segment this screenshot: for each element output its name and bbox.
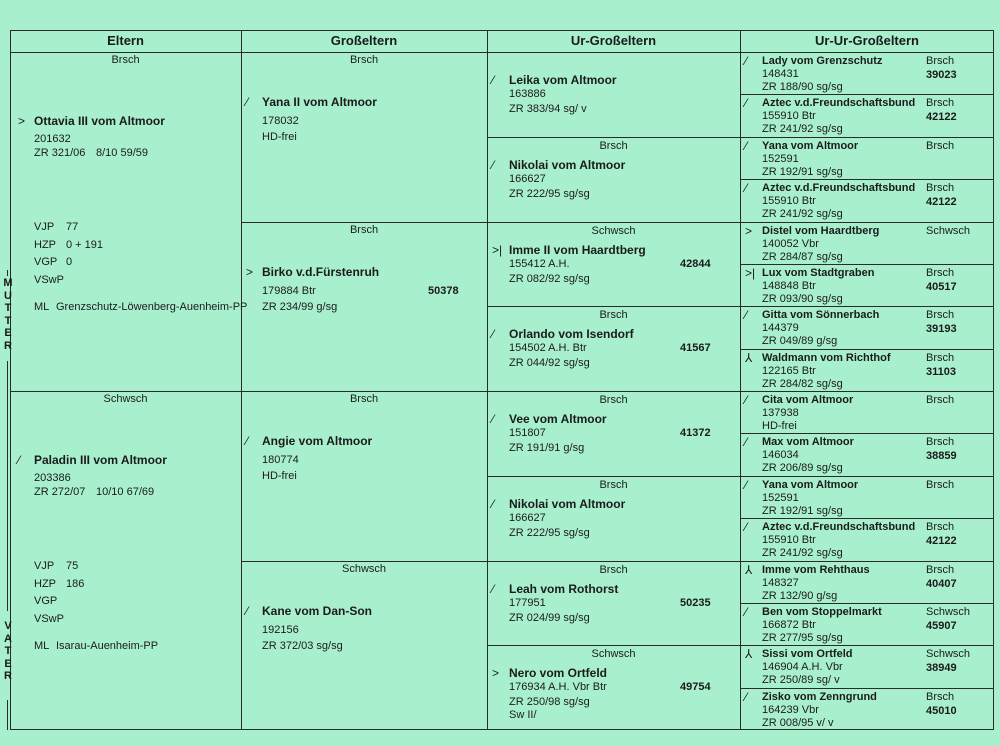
lineage-marker: ⁄ (246, 603, 249, 618)
breed-book-number: 38859 (926, 450, 957, 463)
dog-name: Imme vom Rehthaus (762, 563, 870, 576)
registration-number: 155910 Btr (762, 110, 816, 123)
zr-number: ZR 277/95 sg/sg (762, 631, 843, 644)
coat-color: Brsch (349, 223, 379, 236)
row-divider (740, 137, 994, 138)
coat-color: Schwsch (103, 393, 148, 405)
registration-number: 155910 Btr (762, 195, 816, 208)
registration-number: 122165 Btr (762, 364, 816, 377)
lineage-marker: ⁄ (745, 138, 748, 153)
column-divider (487, 30, 488, 730)
side-label-vater (2, 620, 14, 683)
registration-number: 201632 (34, 133, 71, 145)
coat-color: Brsch (111, 54, 140, 66)
row-divider (487, 561, 740, 562)
coat-color: Schwsch (591, 648, 636, 661)
lineage-marker: > (745, 223, 753, 238)
lineage-marker: ⁄ (745, 604, 748, 619)
coat-color: Brsch (926, 521, 955, 534)
row-divider (487, 391, 740, 392)
zr-number: ZR 383/94 sg/ v (509, 103, 587, 115)
vswp-label: VSwP (34, 613, 64, 625)
registration-number: 163886 (509, 88, 546, 100)
breed-book-number: 42122 (926, 111, 957, 124)
zr-number: ZR 082/92 sg/sg (509, 272, 590, 285)
zr-number: ZR 008/95 v/ v (762, 716, 834, 729)
registration-number: 192156 (262, 623, 299, 636)
dog-name: Ottavia III vom Altmoor (34, 114, 165, 128)
row-divider (487, 222, 740, 223)
registration-number: 176934 A.H. Vbr Btr (509, 681, 607, 694)
lineage-marker: ⁄ (745, 477, 748, 492)
breed-book-number: 39193 (926, 323, 957, 336)
zr-number: ZR 284/87 sg/sg (762, 250, 843, 263)
breed-book-number: 40517 (926, 280, 957, 293)
registration-number: 152591 (762, 491, 799, 504)
column-divider (740, 30, 741, 730)
side-letter: T (4, 645, 12, 657)
label: ML (34, 301, 50, 313)
breed-book-number: 42122 (926, 196, 957, 209)
row-divider (740, 179, 994, 180)
row-divider (241, 561, 487, 562)
zr-number: ZR 284/82 sg/sg (762, 377, 843, 390)
lineage-marker: >| (492, 242, 503, 257)
registration-number: 146904 A.H. Vbr (762, 661, 843, 674)
dog-name: Waldmann vom Richthof (762, 351, 891, 364)
zr-number: ZR 222/95 sg/sg (509, 187, 590, 200)
dog-name: Birko v.d.Fürstenruh (262, 264, 380, 279)
side-label-mutter (2, 277, 14, 352)
dog-name: Angie vom Altmoor (262, 434, 373, 448)
zr-number: ZR 188/90 sg/sg (762, 81, 843, 93)
lineage-marker: ⁄ (492, 157, 495, 172)
row-divider (487, 306, 740, 307)
lineage-marker: ⁄ (745, 689, 748, 704)
zr-number: ZR 250/89 sg/ v (762, 674, 840, 687)
extra-info: Sw II/ (509, 709, 537, 722)
dog-name: Aztec v.d.Freundschaftsbund (762, 97, 916, 110)
zr-number: ZR 321/06 (34, 147, 86, 159)
coat-color: Brsch (599, 139, 628, 152)
registration-number: 146034 (762, 449, 799, 462)
coat-color: Brsch (926, 394, 955, 406)
header-eltern: Eltern (107, 33, 144, 48)
hzp-score: 0 + 191 (66, 239, 104, 251)
registration-number: 155910 Btr (762, 534, 816, 547)
row-divider (740, 476, 994, 477)
coat-color: Brsch (349, 393, 379, 405)
zr-number: ZR 191/91 g/sg (509, 442, 585, 454)
coat-color: Brsch (926, 478, 955, 491)
vjp-score: 77 (66, 221, 79, 233)
dog-name: Sissi vom Ortfeld (762, 648, 853, 661)
coat-color: Brsch (926, 690, 955, 703)
side-divider (7, 700, 8, 730)
side-letter: M (3, 277, 13, 289)
registration-number: 155412 A.H. (509, 257, 570, 270)
row-divider (241, 391, 487, 392)
row-divider (740, 433, 994, 434)
row-divider (740, 94, 994, 95)
coat-color: Brsch (349, 54, 379, 66)
header-urgrosseltern: Ur-Großeltern (570, 33, 657, 48)
lineage-marker: ⁄ (745, 520, 748, 535)
breed-book-number: 40407 (926, 577, 957, 590)
breed-book-number: 45010 (926, 704, 957, 717)
row-divider (740, 264, 994, 265)
dog-name: Aztec v.d.Freundschaftsbund (762, 521, 916, 534)
coat-color: Brsch (926, 351, 955, 364)
coat-color: Brsch (926, 436, 955, 449)
zr-number: ZR 044/92 sg/sg (509, 357, 590, 370)
lineage-marker: ⁄ (492, 496, 495, 511)
lineage-marker: ⁄ (745, 181, 748, 196)
coat-color: Brsch (926, 266, 955, 279)
dog-name: Leika vom Altmoor (509, 73, 617, 87)
registration-number: 148327 (762, 576, 799, 589)
dog-name: Yana vom Altmoor (762, 478, 859, 491)
row-divider (10, 391, 241, 392)
coat-color: Brsch (926, 309, 955, 322)
zr-number: ZR 192/91 sg/sg (762, 504, 843, 517)
dog-name: Gitta vom Sönnerbach (762, 309, 880, 322)
breed-book-number: 49754 (680, 681, 711, 694)
side-letter: V (4, 620, 12, 632)
dog-name: Yana II vom Altmoor (262, 95, 377, 109)
coat-color: Brsch (599, 394, 628, 406)
show-score: 10/10 67/69 (96, 486, 155, 498)
zr-number: ZR 272/07 (34, 486, 86, 498)
dog-name: Vee vom Altmoor (509, 412, 607, 426)
breed-book-number: 41372 (680, 427, 711, 439)
zr-number: ZR 093/90 sg/sg (762, 292, 843, 305)
lineage-marker: ⁄ (745, 308, 748, 323)
coat-color: Brsch (599, 563, 628, 576)
lineage-marker: ⁄ (745, 54, 748, 68)
zr-number: ZR 049/89 g/sg (762, 335, 838, 348)
label: VGP (34, 595, 58, 607)
lineage-marker: ⁄ (492, 327, 495, 342)
registration-number: 166872 Btr (762, 618, 816, 631)
vjp-score: 75 (66, 560, 79, 572)
dog-name: Nikolai vom Altmoor (509, 496, 626, 511)
breed-book-number: 42122 (926, 535, 957, 548)
coat-color: Brsch (926, 182, 955, 195)
coat-color: Schwsch (926, 605, 971, 618)
registration-number: 152591 (762, 152, 799, 165)
coat-color: Brsch (926, 563, 955, 576)
side-letter: R (4, 670, 12, 682)
coat-color: Schwsch (926, 224, 971, 237)
dog-name: Yana vom Altmoor (762, 139, 859, 152)
dog-name: Aztec v.d.Freundschaftsbund (762, 182, 916, 195)
coat-color: Brsch (599, 478, 628, 491)
header-ururgrosseltern: Ur-Ur-Großeltern (814, 33, 919, 48)
side-letter: U (4, 289, 12, 302)
lineage-marker: > (246, 264, 254, 279)
registration-number: 166627 (509, 511, 546, 524)
zr-number: ZR 132/90 g/sg (762, 589, 838, 602)
breed-book-number: 50235 (680, 596, 711, 609)
row-divider (740, 391, 994, 392)
coat-color: Schwsch (926, 648, 971, 661)
show-score: 8/10 59/59 (96, 147, 148, 159)
registration-number: 148848 Btr (762, 279, 816, 292)
coat-color: Schwsch (591, 224, 636, 237)
registration-number: 148431 (762, 68, 799, 80)
row-divider (740, 349, 994, 350)
coat-color: Schwsch (341, 562, 387, 575)
coat-color: Brsch (926, 97, 955, 110)
health-info: HD-frei (262, 131, 297, 143)
lineage-marker: ⁄ (745, 96, 748, 111)
registration-number: 164239 Vbr (762, 703, 819, 716)
dog-name: Nero vom Ortfeld (509, 666, 608, 681)
zr-number: ZR 206/89 sg/sg (762, 462, 843, 475)
dog-name: Distel vom Haardtberg (762, 224, 880, 237)
breed-book-number: 41567 (680, 342, 711, 355)
side-divider (7, 270, 8, 276)
side-letter: T (4, 302, 12, 314)
lineage-marker: ⁄ (246, 434, 249, 448)
registration-number: 203386 (34, 472, 71, 484)
registration-number: 166627 (509, 172, 546, 185)
zr-number: ZR 024/99 sg/sg (509, 611, 590, 624)
row-divider (740, 603, 994, 604)
coat-color: Brsch (926, 139, 955, 152)
dog-name: Imme II vom Haardtberg (509, 242, 646, 257)
label: VJP (34, 560, 55, 572)
registration-number: 151807 (509, 427, 546, 439)
vswp-label: VSwP (34, 274, 64, 286)
zr-number: ZR 241/92 sg/sg (762, 208, 843, 221)
coat-color: Brsch (599, 309, 628, 322)
zr-number: ZR 192/91 sg/sg (762, 165, 843, 178)
lineage-marker: ⁄ (246, 95, 249, 109)
dog-name: Kane vom Dan-Son (262, 603, 373, 618)
lineage-marker: ⁄ (745, 393, 748, 407)
registration-number: 180774 (262, 454, 299, 466)
side-letter: T (4, 314, 12, 327)
breed-book-number: 50378 (428, 284, 459, 297)
hzp-score: 186 (66, 578, 85, 590)
header-grosseltern: Großeltern (330, 33, 398, 48)
breed-book-number: 42844 (680, 257, 711, 270)
label: HZP (34, 239, 56, 251)
breed-book-number: 38949 (926, 662, 957, 675)
row-divider (740, 645, 994, 646)
label: VJP (34, 221, 55, 233)
dog-name: Nikolai vom Altmoor (509, 157, 626, 172)
row-divider (740, 518, 994, 519)
zr-number: ZR 222/95 sg/sg (509, 526, 590, 539)
lineage-marker: ⅄ (745, 647, 753, 662)
row-divider (740, 306, 994, 307)
side-letter: A (4, 632, 12, 645)
registration-number: 144379 (762, 322, 799, 335)
health-info: ZR 372/03 sg/sg (262, 639, 343, 652)
lineage-marker: > (492, 666, 500, 681)
ml-lineage: Grenzschutz-Löwenberg-Auenheim-PP (56, 301, 248, 313)
dog-name: Paladin III vom Altmoor (34, 453, 167, 467)
lineage-marker: > (18, 114, 26, 128)
row-divider (740, 222, 994, 223)
lineage-marker: ⅄ (745, 350, 753, 365)
registration-number: 178032 (262, 115, 299, 127)
lineage-marker: ⁄ (745, 435, 748, 450)
health-info: HD-frei (262, 470, 297, 482)
row-divider (740, 688, 994, 689)
dog-name: Lady vom Grenzschutz (762, 55, 883, 67)
side-letter: E (4, 657, 12, 670)
row-divider (487, 137, 740, 138)
row-divider (487, 476, 740, 477)
side-divider (7, 361, 8, 611)
lineage-marker: ⁄ (18, 453, 21, 467)
row-divider (487, 645, 740, 646)
column-divider (241, 30, 242, 730)
vgp-score: 0 (66, 256, 73, 268)
header-divider (10, 52, 994, 53)
row-divider (241, 222, 487, 223)
dog-name: Ben vom Stoppelmarkt (762, 605, 882, 618)
row-divider (740, 561, 994, 562)
dog-name: Cita vom Altmoor (762, 394, 854, 406)
lineage-marker: ⅄ (745, 562, 753, 577)
ml-lineage: Isarau-Auenheim-PP (56, 640, 159, 652)
dog-name: Leah vom Rothorst (509, 581, 619, 596)
label: ML (34, 640, 50, 652)
dog-name: Max vom Altmoor (762, 436, 854, 449)
breed-book-number: 31103 (926, 365, 956, 378)
breed-book-number: 39023 (926, 69, 957, 81)
lineage-marker: ⁄ (492, 73, 495, 87)
dog-name: Zisko vom Zenngrund (762, 690, 877, 703)
dog-name: Lux vom Stadtgraben (762, 266, 875, 279)
registration-number: 137938 (762, 407, 799, 419)
side-letter: R (4, 339, 12, 352)
registration-number: 154502 A.H. Btr (509, 342, 587, 355)
side-letter: E (4, 327, 12, 339)
zr-number: HD-frei (762, 420, 797, 432)
breed-book-number: 45907 (926, 619, 957, 632)
registration-number: 177951 (509, 596, 546, 609)
coat-color: Brsch (926, 55, 955, 67)
lineage-marker: ⁄ (492, 412, 495, 426)
pedigree-table (10, 30, 994, 730)
lineage-marker: >| (745, 265, 756, 280)
zr-number: ZR 250/98 sg/sg (509, 696, 590, 709)
label: VGP (34, 256, 58, 268)
zr-number: ZR 241/92 sg/sg (762, 547, 843, 560)
dog-name: Orlando vom Isendorf (509, 327, 634, 342)
zr-number: ZR 241/92 sg/sg (762, 123, 843, 136)
label: HZP (34, 578, 56, 590)
registration-number: 179884 Btr (262, 284, 316, 297)
health-info: ZR 234/99 g/sg (262, 300, 338, 313)
registration-number: 140052 Vbr (762, 237, 819, 250)
lineage-marker: ⁄ (492, 581, 495, 596)
